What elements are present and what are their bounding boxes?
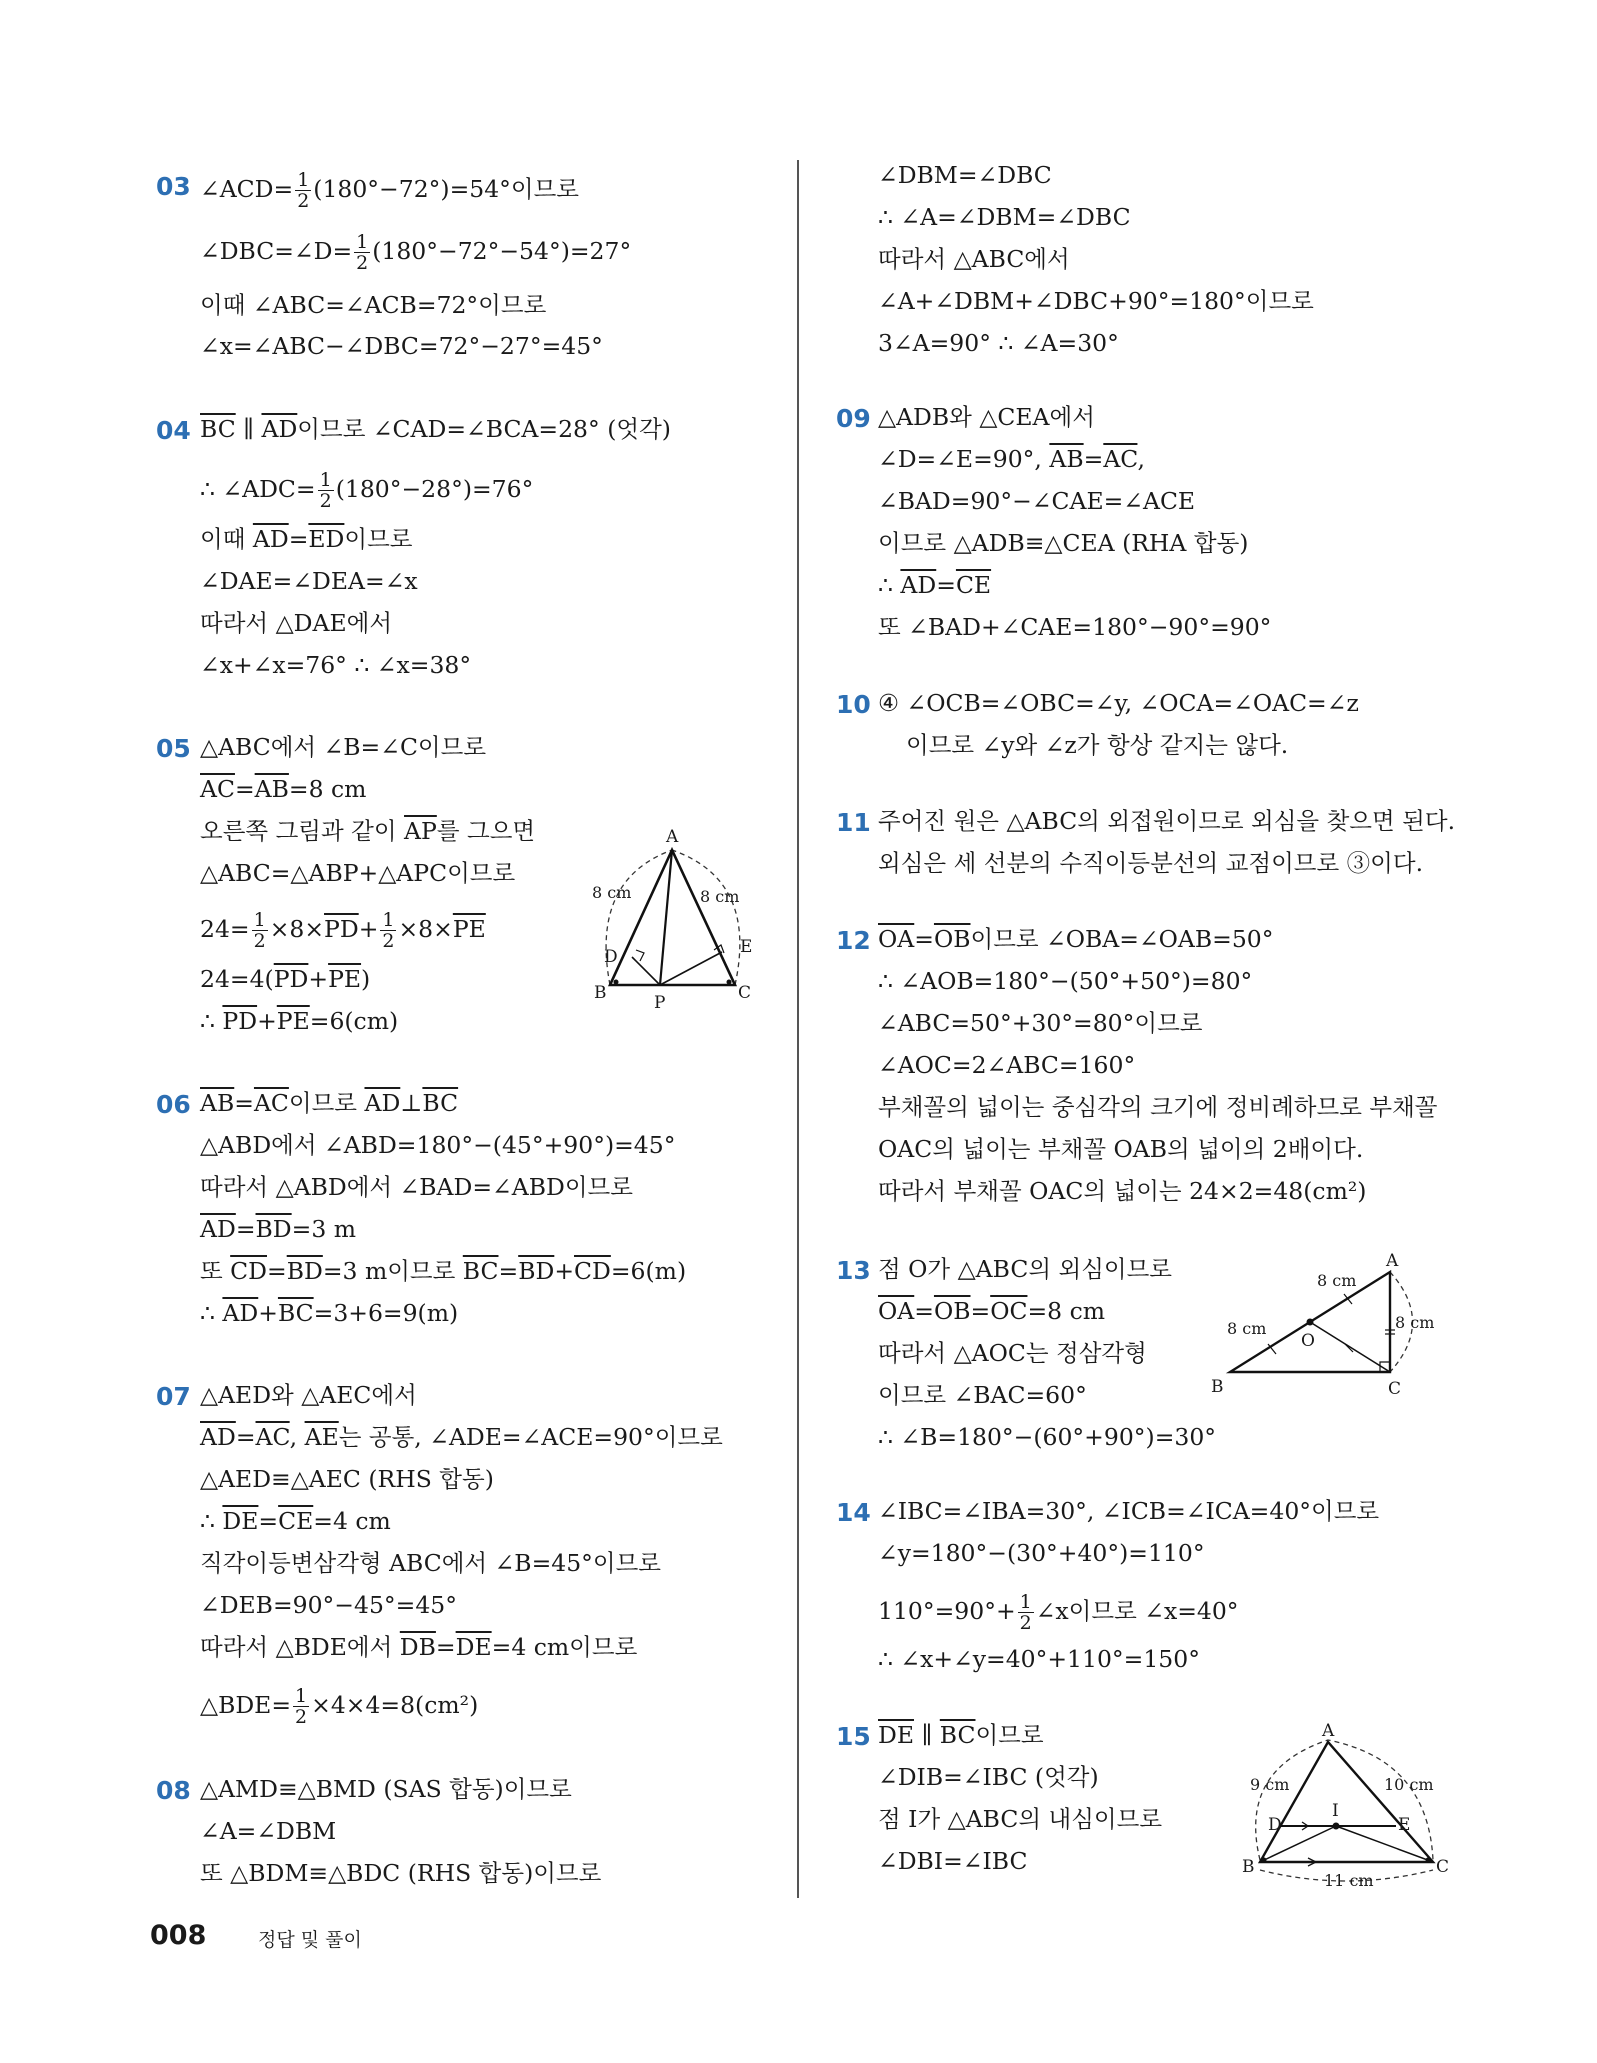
solution-line: △ADB와 △CEA에서 — [878, 403, 1095, 431]
solution-line: △AED와 △AEC에서 — [200, 1381, 417, 1409]
fraction — [295, 170, 311, 211]
solution-line: 또 ∠BAD+∠CAE=180°−90°=90° — [878, 613, 1272, 641]
math-text: + — [308, 965, 329, 993]
segment: $\overline{AC}$ — [1103, 445, 1138, 473]
length-label: 11 cm — [1324, 1871, 1374, 1890]
segment: $\overline{BD}$ — [255, 1215, 292, 1243]
segment: $\overline{AD}$ — [200, 1215, 236, 1243]
math-text: 이때 — [200, 525, 253, 553]
math-text: ×4×4=8(cm²) — [311, 1691, 479, 1719]
math-text: = — [235, 1215, 256, 1243]
solution-line — [878, 444, 1145, 474]
problem-number: 12 — [836, 926, 871, 955]
problem-number: 15 — [836, 1722, 871, 1751]
math-text: = — [288, 525, 309, 553]
solution-line: ∠DAE=∠DEA=∠x — [200, 567, 418, 595]
solution-line: 주어진 원은 △ABC의 외접원이므로 외심을 찾으면 된다. — [878, 807, 1456, 835]
vertex-label: B — [1211, 1377, 1224, 1397]
numerator: 1 — [382, 909, 395, 931]
segment: $\overline{BD}$ — [286, 1257, 323, 1285]
segment: $\overline{BC}$ — [939, 1721, 976, 1749]
math-text: 24= — [200, 915, 250, 943]
problem-number: 11 — [836, 808, 871, 837]
denominator: 2 — [319, 490, 332, 512]
denominator: 2 — [382, 930, 395, 952]
math-text: = — [435, 1633, 456, 1661]
solution-line — [200, 170, 579, 211]
length-label: 8 cm — [1395, 1313, 1435, 1332]
math-text: = — [258, 1507, 279, 1535]
math-text: + — [554, 1257, 575, 1285]
denominator: 2 — [253, 930, 266, 952]
problem-number: 10 — [836, 690, 871, 719]
solution-line: 3∠A=90° ∴ ∠A=30° — [878, 329, 1119, 357]
math-text: ⊥ — [400, 1089, 423, 1117]
segment: $\overline{AD}$ — [364, 1089, 401, 1117]
math-text: , — [1137, 445, 1145, 473]
length-label: 8 cm — [700, 887, 740, 906]
solution-line: ∠A=∠DBM — [200, 1817, 337, 1845]
solution-line: ∠BAD=90°−∠CAE=∠ACE — [878, 487, 1196, 515]
solution-line: 또 △BDM≡△BDC (RHS 합동)이므로 — [200, 1859, 602, 1887]
length-label: 9 cm — [1250, 1775, 1290, 1794]
math-text: 24=4( — [200, 965, 274, 993]
solution-line: 부채꼴의 넓이는 중심각의 크기에 정비례하므로 부채꼴 — [878, 1093, 1438, 1121]
problem-number: 08 — [156, 1776, 191, 1805]
solution-line — [878, 1720, 1044, 1750]
length-label: 8 cm — [1317, 1271, 1357, 1290]
segment: $\overline{OB}$ — [933, 1297, 971, 1325]
math-text: ) — [361, 965, 371, 993]
solution-line: 이므로 △ADB≡△CEA (RHA 합동) — [878, 529, 1249, 557]
solution-line: 이므로 ∠BAC=60° — [878, 1381, 1087, 1409]
problem-number: 05 — [156, 734, 191, 763]
segment: $\overline{AE}$ — [304, 1423, 339, 1451]
solution-line: 점 I가 △ABC의 내심이므로 — [878, 1805, 1163, 1833]
math-text: =3 m이므로 — [322, 1257, 463, 1285]
segment: $\overline{AB}$ — [1049, 445, 1084, 473]
vertex-label: B — [1242, 1857, 1255, 1877]
solution-line — [878, 570, 991, 600]
math-text: = — [234, 1089, 254, 1117]
math-text: = — [1083, 445, 1104, 473]
problem-number: 03 — [156, 172, 191, 201]
solution-line: △AED≡△AEC (RHS 합동) — [200, 1465, 494, 1493]
vertex-label: A — [1322, 1721, 1335, 1741]
segment: $\overline{AD}$ — [200, 1423, 236, 1451]
problem-number: 06 — [156, 1090, 191, 1119]
math-text: ∠x이므로 ∠x=40° — [1035, 1597, 1239, 1625]
segment: $\overline{DB}$ — [399, 1633, 436, 1661]
problem-number: 13 — [836, 1256, 871, 1285]
math-text: =3+6=9(m) — [313, 1299, 459, 1327]
vertex-label: D — [604, 947, 618, 967]
segment: $\overline{OA}$ — [878, 1297, 915, 1325]
segment: $\overline{BD}$ — [518, 1257, 555, 1285]
fraction — [318, 470, 334, 511]
solution-line: 이므로 ∠y와 ∠z가 항상 같지는 않다. — [906, 731, 1289, 759]
solution-line: OAC의 넓이는 부채꼴 OAB의 넓이의 2배이다. — [878, 1135, 1364, 1163]
solution-line — [200, 1256, 686, 1286]
solution-line — [200, 1006, 398, 1036]
segment: $\overline{AC}$ — [255, 1423, 290, 1451]
solution-line — [878, 1592, 1239, 1633]
solution-line: △ABC=△ABP+△APC이므로 — [200, 859, 516, 887]
solution-line: 이때 ∠ABC=∠ACB=72°이므로 — [200, 291, 547, 319]
segment: $\overline{PD}$ — [222, 1007, 258, 1035]
solution-line: ∠DBM=∠DBC — [878, 161, 1052, 189]
solution-line — [200, 1632, 637, 1662]
vertex-label: O — [1301, 1331, 1315, 1351]
segment: $\overline{AB}$ — [200, 1089, 235, 1117]
segment: $\overline{BC}$ — [422, 1089, 459, 1117]
math-text: ∥ — [914, 1721, 940, 1749]
math-text: + — [358, 915, 379, 943]
solution-line: 따라서 △AOC는 정삼각형 — [878, 1339, 1147, 1367]
math-text: =4 cm이므로 — [491, 1633, 638, 1661]
numerator: 1 — [295, 1685, 308, 1707]
segment: $\overline{ED}$ — [308, 525, 345, 553]
math-text: , — [289, 1423, 305, 1451]
solution-line: ∠x=∠ABC−∠DBC=72°−27°=45° — [200, 332, 603, 360]
math-text: (180°−72°)=54°이므로 — [313, 175, 580, 203]
solution-line — [200, 1214, 356, 1244]
numerator: 1 — [1019, 1591, 1032, 1613]
solution-line: △AMD≡△BMD (SAS 합동)이므로 — [200, 1775, 572, 1803]
segment: $\overline{PE}$ — [276, 1007, 310, 1035]
solution-line — [200, 774, 366, 804]
triangle-diagram-05 — [580, 820, 770, 1010]
solution-line: ∠y=180°−(30°+40°)=110° — [878, 1539, 1205, 1567]
math-text: 따라서 △BDE에서 — [200, 1633, 400, 1661]
solution-line: ∠IBC=∠IBA=30°, ∠ICB=∠ICA=40°이므로 — [878, 1497, 1380, 1525]
math-text: ∥ — [235, 415, 262, 443]
solution-line: ∴ ∠B=180°−(60°+90°)=30° — [878, 1423, 1217, 1451]
solution-line: 따라서 △ABD에서 ∠BAD=∠ABD이므로 — [200, 1173, 633, 1201]
column-divider — [797, 160, 799, 1898]
math-text: ∴ ∠ADC= — [200, 475, 316, 503]
math-text: ∠ACD= — [200, 175, 294, 203]
solution-line — [200, 1298, 458, 1328]
math-text: 이므로 — [288, 1089, 365, 1117]
math-text: △BDE= — [200, 1691, 292, 1719]
segment: $\overline{OA}$ — [878, 925, 915, 953]
problem-number: 14 — [836, 1498, 871, 1527]
segment: $\overline{CD}$ — [230, 1257, 267, 1285]
solution-line — [878, 924, 1274, 954]
vertex-label: C — [1436, 1857, 1450, 1877]
footer-label: 정답 및 풀이 — [258, 1929, 362, 1951]
math-text: = — [970, 1297, 991, 1325]
math-text: = — [914, 1297, 934, 1325]
triangle-diagram-15 — [1228, 1720, 1458, 1890]
fraction — [354, 232, 370, 273]
page-number: 008 — [150, 1920, 207, 1951]
math-text: (180°−72°−54°)=27° — [372, 237, 632, 265]
segment: $\overline{DE}$ — [878, 1721, 914, 1749]
segment: $\overline{CE}$ — [955, 571, 992, 599]
math-text: 이므로 ∠CAD=∠BCA=28° (엇각) — [297, 415, 671, 443]
solution-line — [200, 1088, 458, 1118]
fraction — [1018, 1592, 1034, 1633]
solution-line: 점 O가 △ABC의 외심이므로 — [878, 1255, 1173, 1283]
solution-line — [200, 910, 486, 951]
denominator: 2 — [295, 1706, 308, 1728]
math-text: 이므로 — [975, 1721, 1044, 1749]
segment: $\overline{PD}$ — [324, 915, 359, 943]
segment: $\overline{OC}$ — [990, 1297, 1028, 1325]
math-text: 110°=90°+ — [878, 1597, 1016, 1625]
denominator: 2 — [297, 190, 310, 212]
segment: $\overline{PE}$ — [328, 965, 362, 993]
solution-line: ∠AOC=2∠ABC=160° — [878, 1051, 1136, 1079]
solution-line — [200, 1422, 723, 1452]
segment: $\overline{CE}$ — [278, 1507, 314, 1535]
fraction — [380, 910, 396, 951]
vertex-label: P — [654, 993, 666, 1010]
math-text: ∠D=∠E=90°, — [878, 445, 1050, 473]
segment: $\overline{PE}$ — [452, 915, 486, 943]
vertex-label: B — [594, 983, 607, 1003]
segment: $\overline{AD}$ — [900, 571, 937, 599]
solution-line: ∴ ∠AOB=180°−(50°+50°)=80° — [878, 967, 1253, 995]
solution-line: 따라서 △DAE에서 — [200, 609, 393, 637]
math-text: 이므로 ∠OBA=∠OAB=50° — [970, 925, 1274, 953]
numerator: 1 — [356, 231, 369, 253]
solution-line: ④ ∠OCB=∠OBC=∠y, ∠OCA=∠OAC=∠z — [878, 689, 1359, 717]
solution-line: ∠DBI=∠IBC — [878, 1847, 1028, 1875]
math-text: 또 — [200, 1257, 231, 1285]
problem-number: 09 — [836, 404, 871, 433]
math-text: = — [498, 1257, 519, 1285]
fraction — [293, 1686, 309, 1727]
solution-line — [200, 470, 533, 511]
math-text: =4 cm — [313, 1507, 391, 1535]
solution-line: 직각이등변삼각형 ABC에서 ∠B=45°이므로 — [200, 1549, 662, 1577]
segment: $\overline{AD}$ — [222, 1299, 259, 1327]
solution-line: 외심은 세 선분의 수직이등분선의 교점이므로 ③이다. — [878, 849, 1424, 877]
vertex-label: I — [1332, 1801, 1339, 1821]
solution-line — [878, 1296, 1105, 1326]
solution-line — [200, 232, 631, 273]
math-text: 는 공통, ∠ADE=∠ACE=90°이므로 — [338, 1423, 723, 1451]
solution-line: ∠DIB=∠IBC (엇각) — [878, 1763, 1099, 1791]
solution-line: 따라서 △ABC에서 — [878, 245, 1070, 273]
numerator: 1 — [297, 169, 310, 191]
segment: $\overline{OB}$ — [933, 925, 971, 953]
math-text: = — [936, 571, 956, 599]
math-text: ×8× — [269, 915, 325, 943]
numerator: 1 — [253, 909, 266, 931]
solution-line: ∠DEB=90°−45°=45° — [200, 1591, 457, 1619]
solution-line — [200, 524, 413, 554]
segment: $\overline{BC}$ — [462, 1257, 499, 1285]
segment: $\overline{AP}$ — [404, 817, 437, 845]
problem-number: 07 — [156, 1382, 191, 1411]
solution-line: ∴ ∠x+∠y=40°+110°=150° — [878, 1645, 1200, 1673]
segment: $\overline{CD}$ — [574, 1257, 611, 1285]
vertex-label: C — [738, 983, 752, 1003]
math-text: =6(cm) — [309, 1007, 399, 1035]
segment: $\overline{AB}$ — [254, 775, 289, 803]
math-text: 를 그으면 — [436, 817, 536, 845]
numerator: 1 — [319, 469, 332, 491]
math-text: ∴ — [200, 1007, 223, 1035]
vertex-label: A — [666, 827, 679, 847]
segment: $\overline{AC}$ — [200, 775, 235, 803]
denominator: 2 — [356, 252, 369, 274]
segment: $\overline{AD}$ — [252, 525, 289, 553]
solution-line — [200, 1506, 391, 1536]
length-label: 10 cm — [1384, 1775, 1434, 1794]
math-text: = — [267, 1257, 287, 1285]
math-text: = — [234, 775, 255, 803]
segment: $\overline{AC}$ — [253, 1089, 289, 1117]
math-text: (180°−28°)=76° — [335, 475, 534, 503]
fraction — [252, 910, 268, 951]
problem-number: 04 — [156, 416, 191, 445]
math-text: =3 m — [291, 1215, 357, 1243]
math-text: ∴ — [878, 571, 901, 599]
solution-line — [200, 1686, 478, 1727]
math-text: ×8× — [398, 915, 453, 943]
solution-line: ∠x+∠x=76° ∴ ∠x=38° — [200, 651, 472, 679]
solution-line — [200, 964, 370, 994]
segment: $\overline{PD}$ — [273, 965, 309, 993]
segment: $\overline{DE}$ — [222, 1507, 259, 1535]
math-text: = — [914, 925, 934, 953]
math-text: = — [235, 1423, 256, 1451]
triangle-diagram-13 — [1205, 1252, 1435, 1402]
math-text: ∴ — [200, 1507, 223, 1535]
math-text: ∠DBC=∠D= — [200, 237, 353, 265]
solution-line: ∠A+∠DBM+∠DBC+90°=180°이므로 — [878, 287, 1314, 315]
length-label: 8 cm — [1227, 1319, 1267, 1338]
math-text: =8 cm — [288, 775, 367, 803]
segment: $\overline{DE}$ — [455, 1633, 492, 1661]
vertex-label: C — [1388, 1379, 1402, 1399]
segment: $\overline{BC}$ — [200, 415, 236, 443]
solution-line: ∠ABC=50°+30°=80°이므로 — [878, 1009, 1203, 1037]
solution-line: △ABD에서 ∠ABD=180°−(45°+90°)=45° — [200, 1131, 676, 1159]
solution-line: △ABC에서 ∠B=∠C이므로 — [200, 733, 487, 761]
vertex-label: E — [1398, 1815, 1411, 1835]
segment: $\overline{AD}$ — [261, 415, 298, 443]
solution-line — [200, 816, 535, 846]
math-text: + — [257, 1007, 277, 1035]
math-text: =8 cm — [1027, 1297, 1106, 1325]
denominator: 2 — [1019, 1612, 1032, 1634]
vertex-label: E — [740, 937, 753, 957]
solution-line — [200, 414, 671, 444]
vertex-label: A — [1386, 1252, 1399, 1271]
math-text: =6(m) — [610, 1257, 687, 1285]
solution-line: ∴ ∠A=∠DBM=∠DBC — [878, 203, 1131, 231]
vertex-label: D — [1268, 1815, 1282, 1835]
solution-line: 따라서 부채꼴 OAC의 넓이는 24×2=48(cm²) — [878, 1177, 1367, 1205]
math-text: ∴ — [200, 1299, 223, 1327]
math-text: + — [258, 1299, 278, 1327]
math-text: 오른쪽 그림과 같이 — [200, 817, 405, 845]
segment: $\overline{BC}$ — [277, 1299, 314, 1327]
length-label: 8 cm — [592, 883, 632, 902]
math-text: 이므로 — [344, 525, 413, 553]
